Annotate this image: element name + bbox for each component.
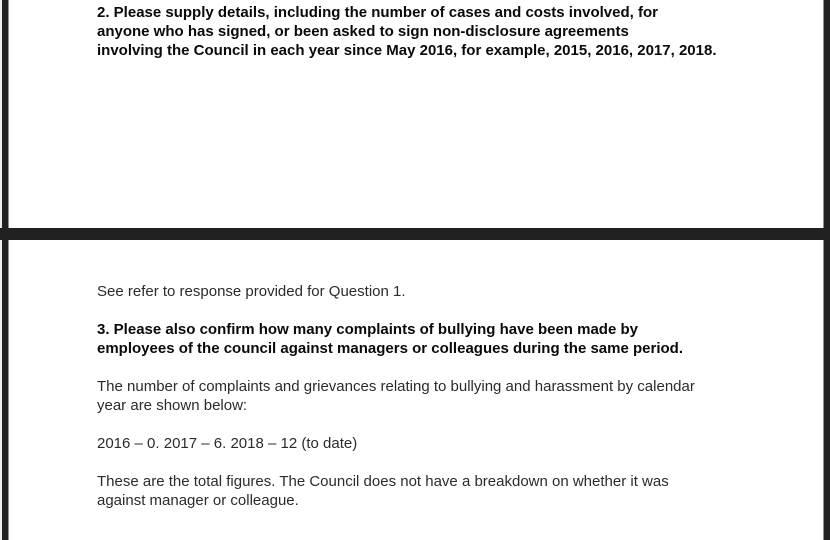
answer-intro-line: year are shown below: xyxy=(97,397,248,414)
answer-intro-line: The number of complaints and grievances relating to bullying and harassment by calendar xyxy=(97,378,695,395)
question-2-paragraph xyxy=(97,3,823,60)
question-1-reference-line: See refer to response provided for Question 1. xyxy=(97,283,406,300)
page-gap xyxy=(0,228,830,240)
question-1-reference-paragraph xyxy=(97,282,823,301)
question-2-line: 2. Please supply details, including the number of cases and costs involved, for xyxy=(97,4,658,21)
question-3-line: 3. Please also confirm how many complaints of bullying have been made by xyxy=(97,321,638,338)
yearly-figure-2018: 2018 – 12 (to date) xyxy=(230,435,358,452)
yearly-figure-2017: 2017 – 6. xyxy=(163,435,227,452)
document-page-top xyxy=(9,0,823,228)
page-bottom-content xyxy=(9,240,823,510)
closing-note-line: against manager or colleague. xyxy=(97,492,299,509)
question-3-paragraph xyxy=(97,320,823,358)
yearly-figure-2016: 2016 – 0. xyxy=(97,435,160,452)
question-3-line: employees of the council against managers or colleagues during the same period. xyxy=(97,340,683,357)
question-2-line: 2018. xyxy=(678,42,717,59)
question-2-line: anyone who has signed, or been asked to sign non-disclosure agreements xyxy=(97,23,629,40)
answer-intro-paragraph xyxy=(97,377,823,415)
closing-note-paragraph xyxy=(97,472,823,510)
page-top-content xyxy=(9,0,823,60)
closing-note-line: These are the total figures. The Council does not have a breakdown on whether it was xyxy=(97,473,669,490)
document-page-bottom xyxy=(9,240,823,540)
question-2-line: involving the Council in each year since May 2016, for example, 2015, 2016, 2017, xyxy=(97,42,675,59)
yearly-figures-list xyxy=(97,434,823,453)
adjacent-page-edge xyxy=(0,0,2,540)
